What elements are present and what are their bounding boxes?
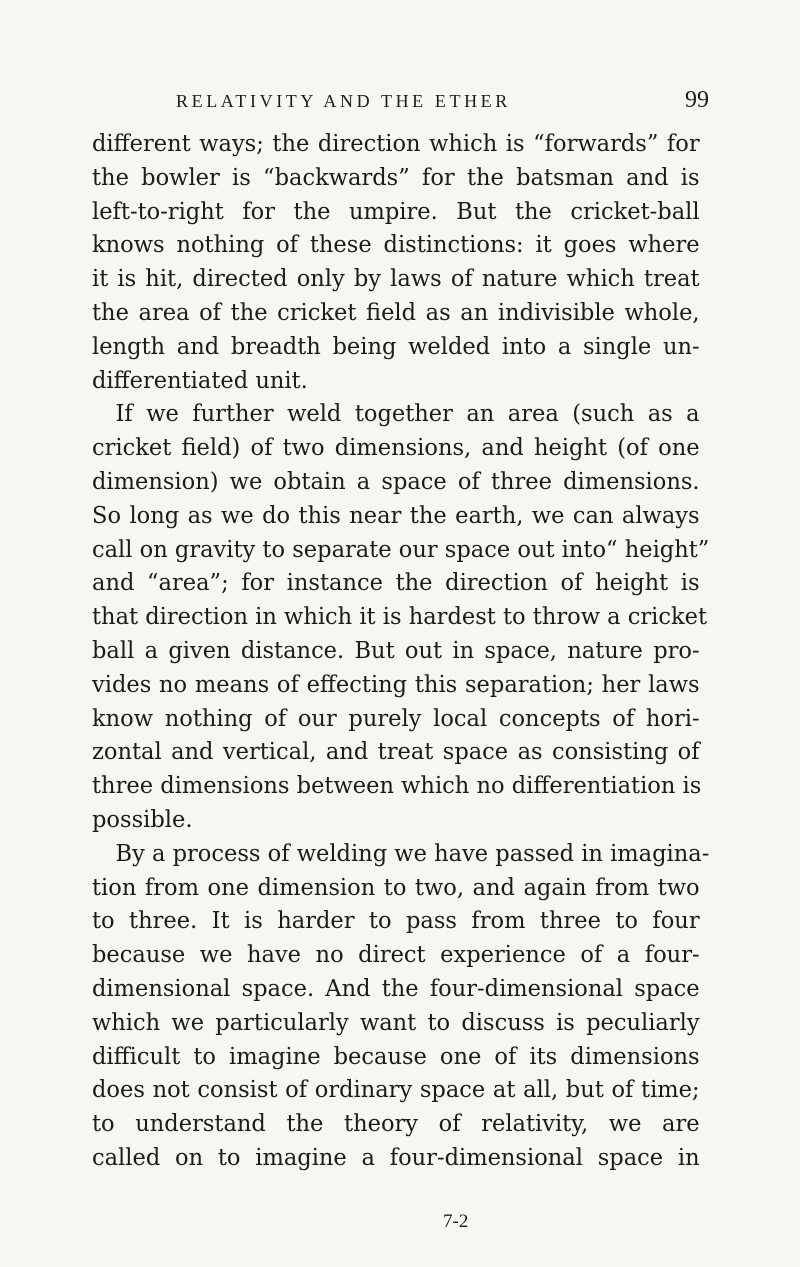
text-line: possible.: [92, 806, 193, 833]
text-line: different ways; the direction which is “forwards” for: [92, 131, 700, 157]
page-header: [176, 86, 709, 118]
text-line: vides no means of effecting this separation; her laws: [92, 671, 700, 698]
text-line: to three. It is harder to pass from three to four: [92, 908, 700, 935]
text-line: which we particularly want to discuss is peculiarly: [92, 1009, 700, 1036]
text-line: three dimensions between which no differentiation is: [92, 773, 702, 800]
text-line: difficult to imagine because one of its dimensions: [92, 1043, 700, 1070]
text-line: know nothing of our purely local concepts of hori-: [92, 705, 700, 732]
text-line: the area of the cricket field as an indivisible whole,: [92, 299, 700, 326]
printer-signature: 7-2: [443, 1211, 469, 1232]
page-number: 99: [685, 87, 709, 113]
text-line: knows nothing of these distinctions: it goes where: [92, 232, 700, 259]
text-line: and “area”; for instance the direction of height is: [92, 570, 700, 597]
text-line: called on to imagine a four-dimensional space in: [92, 1144, 700, 1171]
text-line: does not consist of ordinary space at all, but of time;: [92, 1077, 700, 1104]
text-line: By a process of welding we have passed in imagina-: [115, 840, 710, 867]
text-line: So long as we do this near the earth, we can always: [92, 502, 700, 529]
text-line: dimension) we obtain a space of three dimensions.: [92, 468, 700, 495]
text-line: because we have no direct experience of a four-: [92, 942, 700, 969]
text-line: the bowler is “backwards” for the batsman and is: [92, 164, 700, 191]
text-line: it is hit, directed only by laws of nature which treat: [92, 266, 700, 293]
text-line: call on gravity to separate our space out into“ height”: [92, 536, 710, 563]
text-line: If we further weld together an area (such as a: [115, 401, 700, 428]
text-line: left-to-right for the umpire. But the cricket-ball: [92, 198, 700, 225]
text-line: zontal and vertical, and treat space as consisting of: [92, 739, 700, 766]
text-line: tion from one dimension to two, and again from two: [92, 874, 700, 901]
text-line: ball a given distance. But out in space, nature pro-: [92, 637, 700, 664]
text-line: to understand the theory of relativity, we are: [92, 1111, 700, 1138]
text-line: dimensional space. And the four-dimensional space: [92, 975, 700, 1002]
running-title: RELATIVITY AND THE ETHER: [176, 91, 511, 111]
text-line: that direction in which it is hardest to throw a cricket: [92, 604, 708, 631]
body-text: [92, 128, 712, 1176]
text-line: cricket field) of two dimensions, and height (of one: [92, 435, 700, 462]
text-line: length and breadth being welded into a single un-: [92, 333, 700, 360]
text-line: differentiated unit.: [92, 367, 308, 394]
